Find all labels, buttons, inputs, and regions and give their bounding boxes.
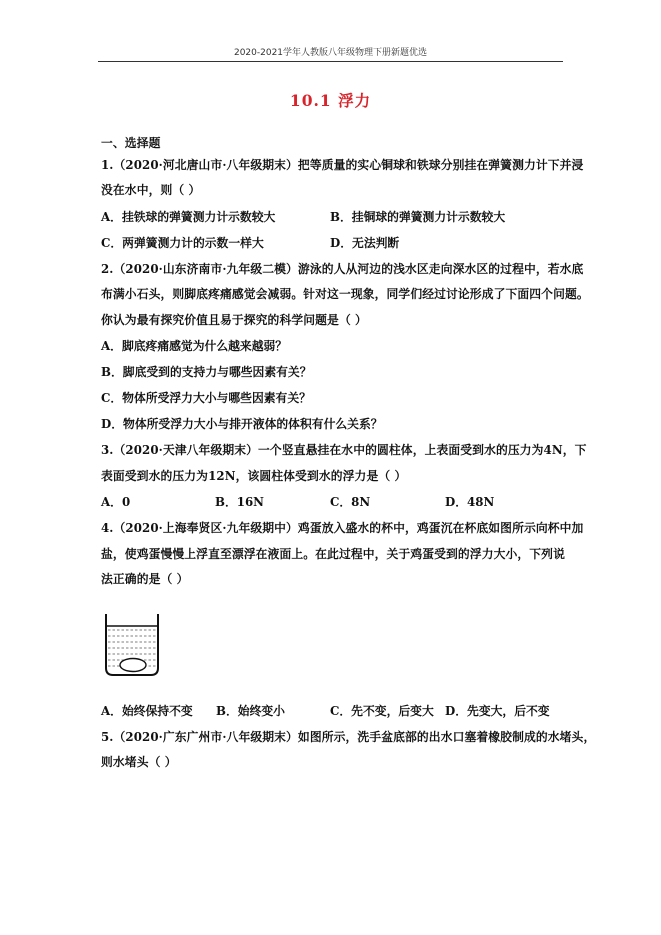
question-3-line-2: 表面受到水的压力为12N，该圆柱体受到水的浮力是（ ） — [101, 469, 407, 483]
question-1-option-b: B．挂铜球的弹簧测力计示数较大 — [330, 210, 506, 224]
beaker-with-egg-figure — [101, 612, 163, 678]
question-4-line-2: 盐，使鸡蛋慢慢上浮直至漂浮在液面上。在此过程中，关于鸡蛋受到的浮力大小，下列说 — [101, 547, 565, 561]
egg-shape — [120, 659, 146, 672]
question-2-option-d: D．物体所受浮力大小与排开液体的体积有什么关系？ — [101, 417, 383, 431]
question-1-option-c: C．两弹簧测力计的示数一样大 — [101, 236, 264, 250]
question-1-line-1: 1.（2020·河北唐山市·八年级期末）把等质量的实心铜球和铁球分别挂在弹簧测力计下并浸 — [101, 158, 584, 172]
question-3-line-1: 3.（2020·天津八年级期末）一个竖直悬挂在水中的圆柱体，上表面受到水的压力为4N，下 — [101, 443, 587, 457]
header-rule — [98, 61, 563, 62]
page-title: 10.1 浮力 — [289, 91, 372, 110]
question-2-option-a: A．脚底疼痛感觉为什么越来越弱？ — [101, 339, 288, 353]
question-3-option-d: D．48N — [445, 495, 495, 509]
question-4-line-3: 法正确的是（ ） — [101, 572, 189, 586]
question-1-option-d: D．无法判断 — [330, 236, 400, 250]
question-3-option-b: B．16N — [215, 495, 264, 509]
question-3-option-c: C．8N — [330, 495, 371, 509]
question-4-option-d: D．先变大，后不变 — [445, 704, 550, 718]
question-2-line-3: 你认为最有探究价值且易于探究的科学问题是（ ） — [101, 313, 367, 327]
question-4-option-c: C．先不变，后变大 — [330, 704, 434, 718]
question-5-line-2: 则水堵头（ ） — [101, 755, 177, 769]
question-2-option-c: C．物体所受浮力大小与哪些因素有关？ — [101, 391, 311, 405]
question-2-option-b: B．脚底受到的支持力与哪些因素有关？ — [101, 365, 312, 379]
question-4-line-1: 4.（2020·上海奉贤区·九年级期中）鸡蛋放入盛水的杯中，鸡蛋沉在杯底如图所示向杯中加 — [101, 521, 584, 535]
question-3-option-a: A．0 — [101, 495, 131, 509]
question-1-option-a: A．挂铁球的弹簧测力计示数较大 — [101, 210, 276, 224]
question-4-option-b: B．始终变小 — [216, 704, 285, 718]
question-5-line-1: 5.（2020·广东广州市·八年级期末）如图所示，洗手盆底部的出水口塞着橡胶制成的水堵头， — [101, 730, 596, 744]
question-2-line-1: 2.（2020·山东济南市·九年级二模）游泳的人从河边的浅水区走向深水区的过程中，若水底 — [101, 262, 584, 276]
question-1-line-2: 没在水中，则（ ） — [101, 183, 201, 197]
question-4-option-a: A．始终保持不变 — [101, 704, 193, 718]
question-2-line-2: 布满小石头，则脚底疼痛感觉会减弱。针对这一现象，同学们经过讨论形成了下面四个问题。 — [101, 287, 589, 301]
page-header: 2020-2021学年人教版八年级物理下册新题优选 — [233, 48, 428, 58]
section-heading: 一、选择题 — [101, 136, 161, 150]
